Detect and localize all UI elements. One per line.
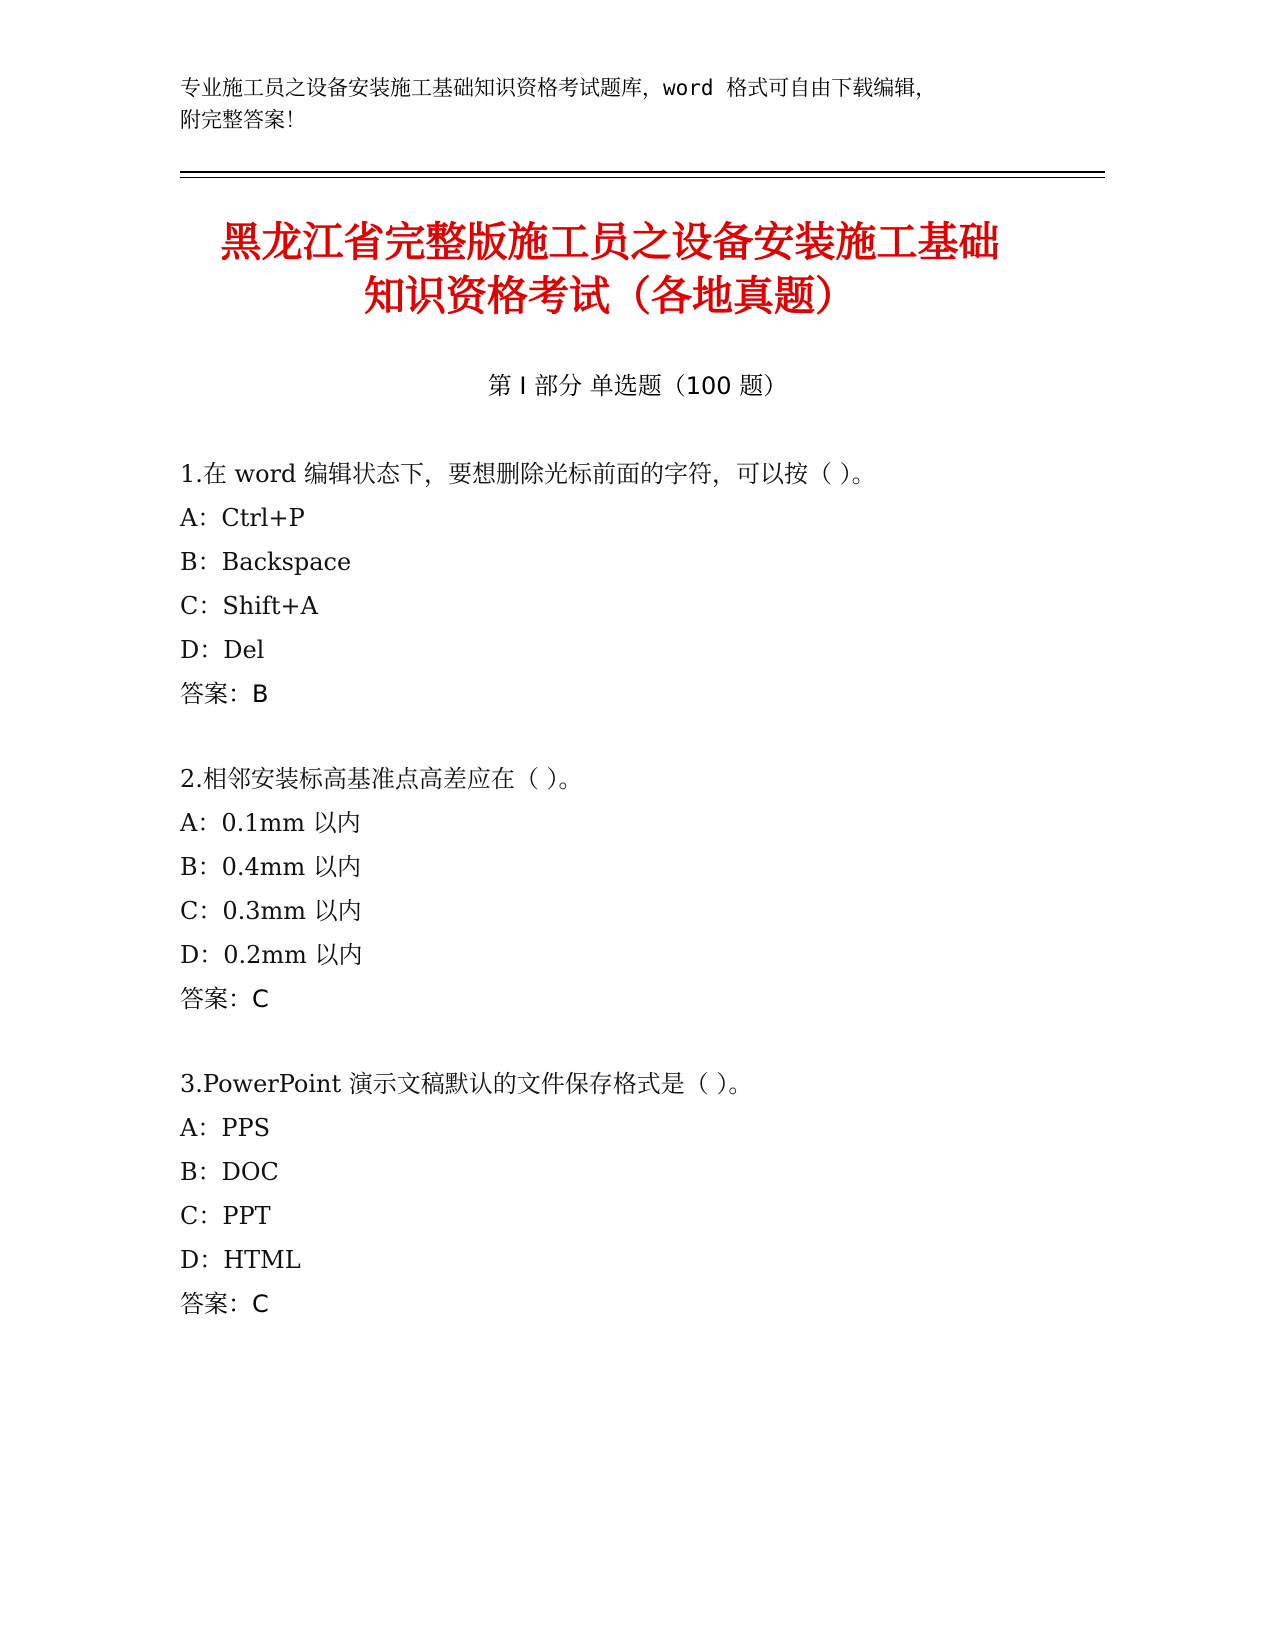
option-c: C：Shift+A	[180, 592, 318, 620]
title-line-2: 知识资格考试（各地真题）	[364, 272, 856, 320]
question-stem: 3.PowerPoint 演示文稿默认的文件保存格式是（ ）。	[180, 1070, 753, 1098]
option-a: A：0.1mm 以内	[180, 809, 361, 837]
section-heading: 第 I 部分 单选题（100 题）	[487, 372, 788, 400]
answer: 答案：B	[180, 680, 269, 708]
option-b: B：0.4mm 以内	[180, 853, 361, 881]
question-2	[180, 764, 1080, 1028]
header-divider-thin	[180, 177, 1105, 178]
header-divider-thick	[180, 171, 1105, 173]
option-b: B：DOC	[180, 1158, 279, 1186]
question-stem: 2.相邻安装标高基准点高差应在（ ）。	[180, 765, 583, 793]
answer: 答案：C	[180, 985, 269, 1013]
question-1	[180, 459, 1080, 723]
option-c: C：PPT	[180, 1202, 271, 1230]
option-a: A：PPS	[180, 1114, 271, 1142]
answer: 答案：C	[180, 1290, 269, 1318]
header-note: 专业施工员之设备安装施工基础知识资格考试题库，word 格式可自由下载编辑， 附完整答案！	[180, 76, 937, 132]
option-d: D：HTML	[180, 1246, 301, 1274]
option-d: D：Del	[180, 636, 265, 664]
option-c: C：0.3mm 以内	[180, 897, 362, 925]
title-line-1: 黑龙江省完整版施工员之设备安装施工基础	[220, 218, 1000, 266]
question-stem: 1.在 word 编辑状态下，要想删除光标前面的字符，可以按（ ）。	[180, 460, 876, 488]
document-title	[160, 215, 1060, 323]
question-3	[180, 1069, 1080, 1333]
option-b: B：Backspace	[180, 548, 352, 576]
option-a: A：Ctrl+P	[180, 504, 305, 532]
option-d: D：0.2mm 以内	[180, 941, 363, 969]
